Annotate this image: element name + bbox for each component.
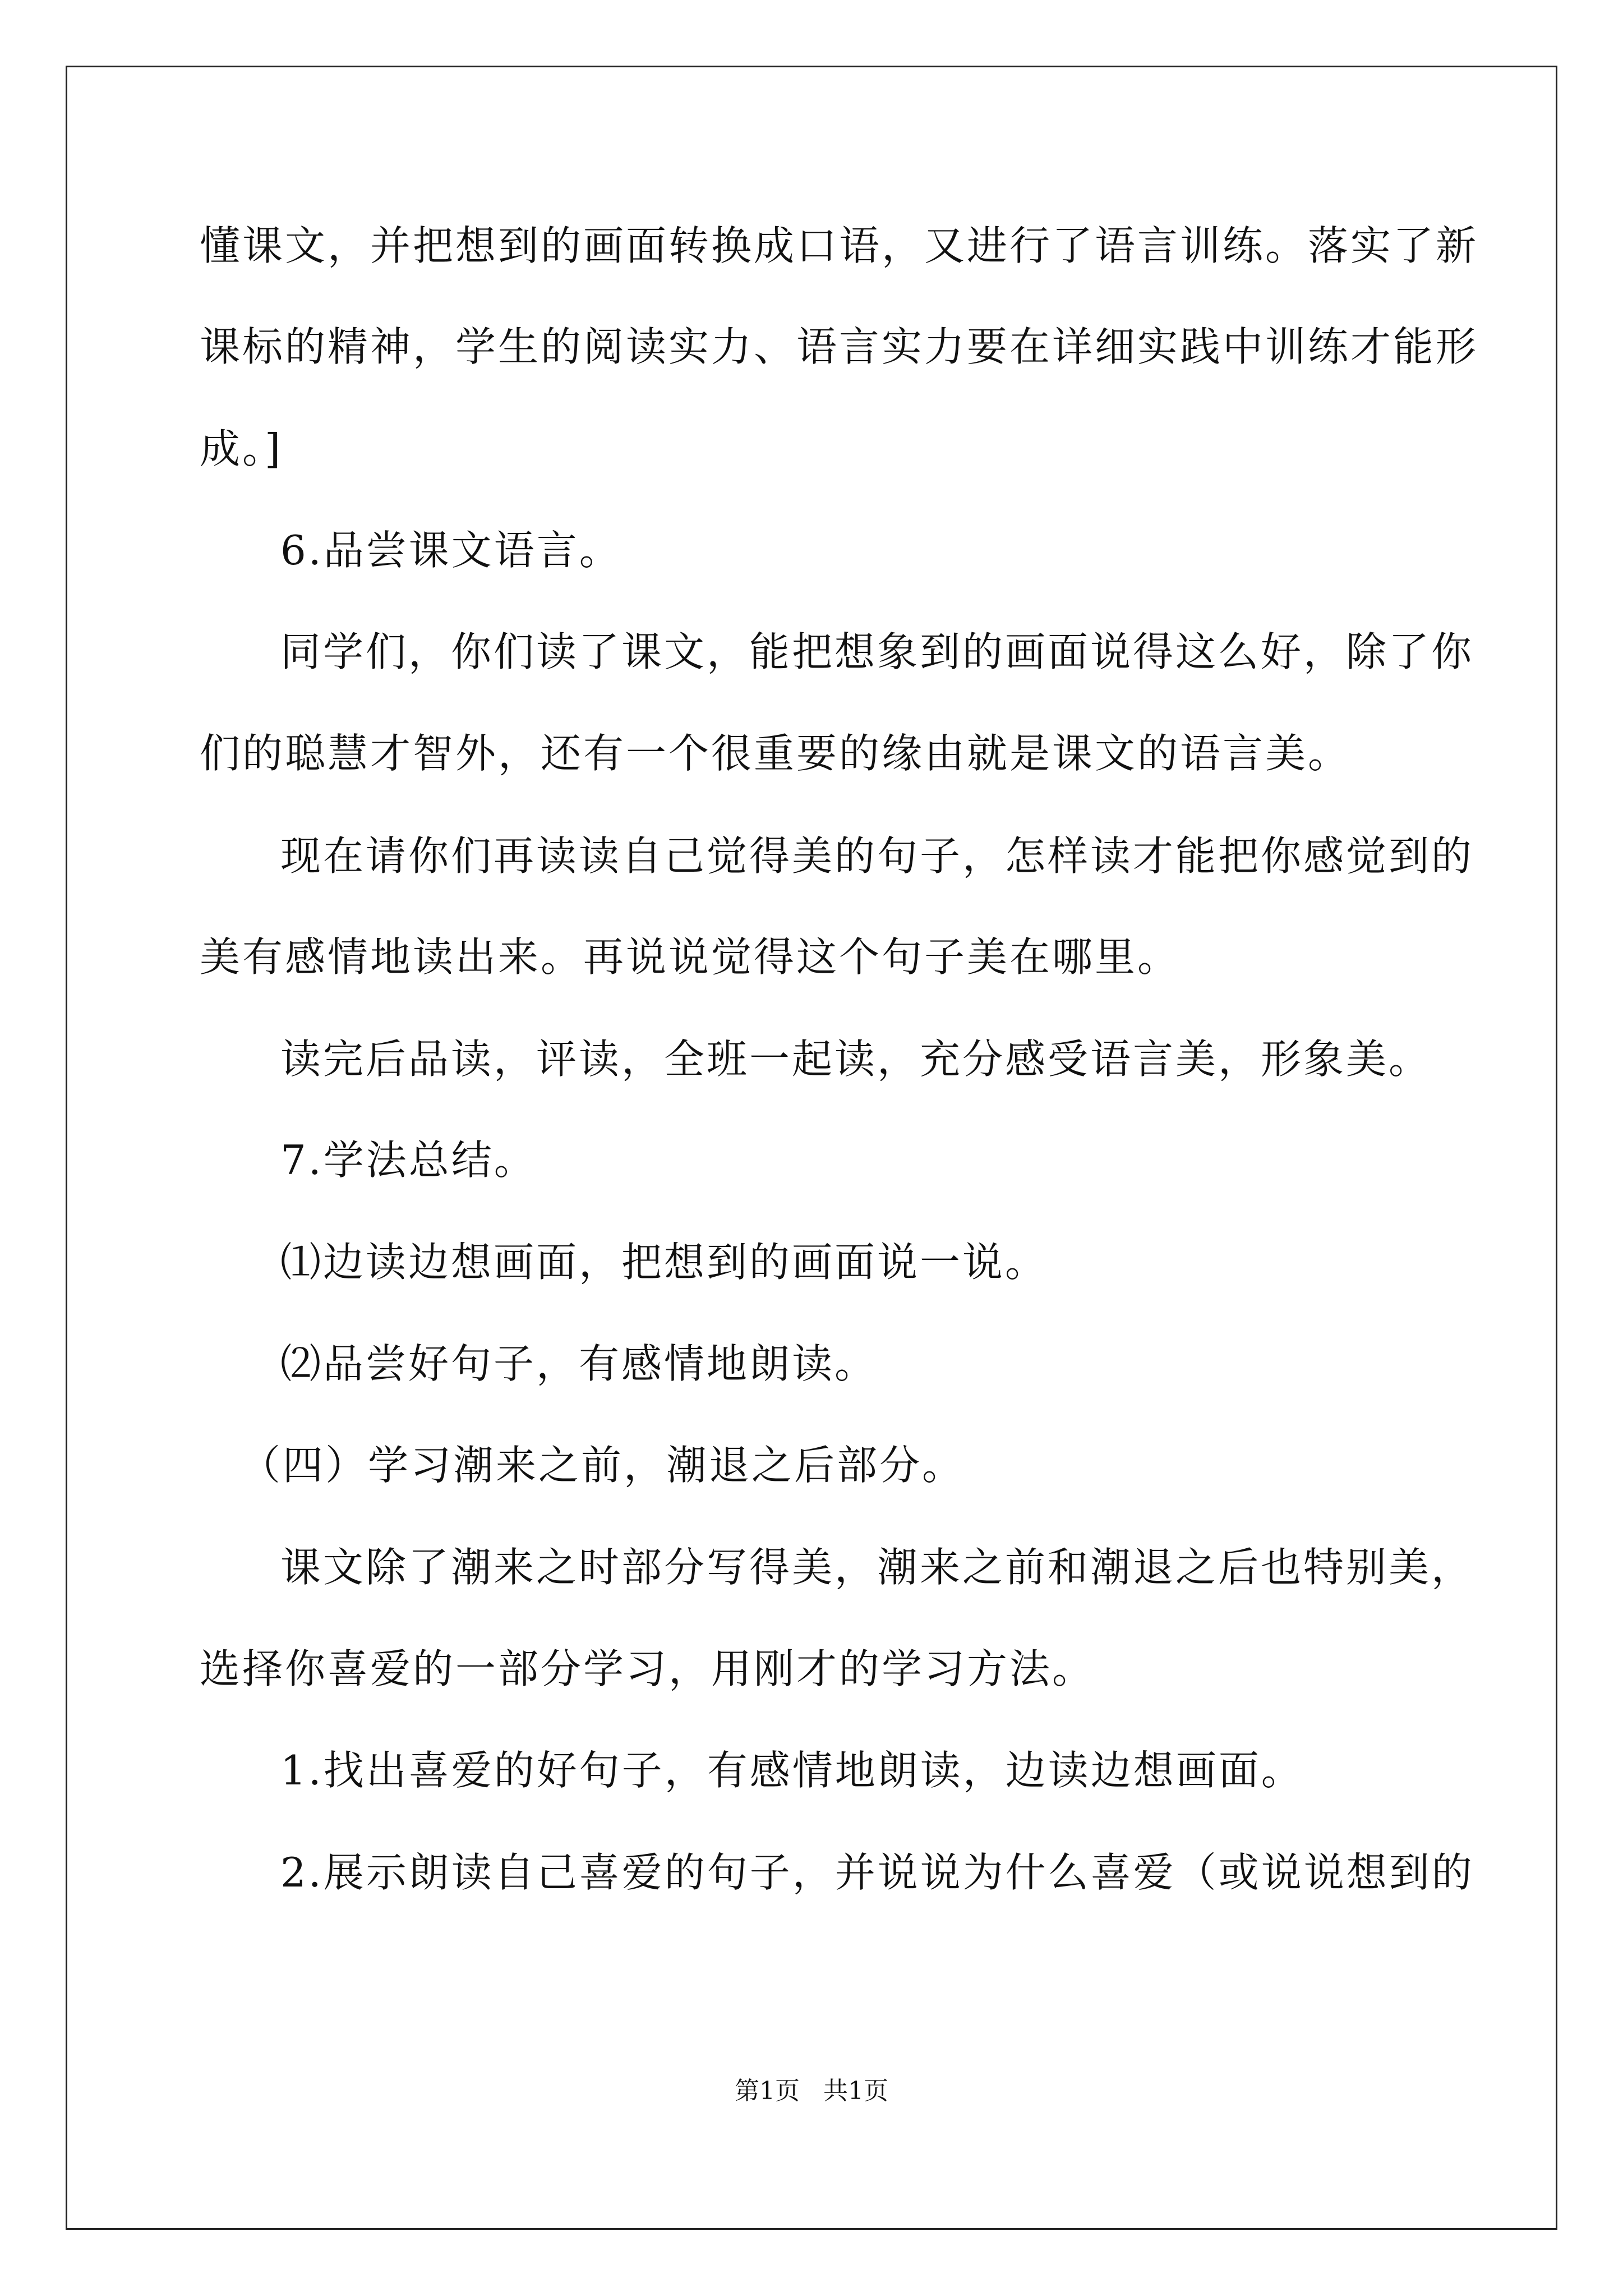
text-line-11: ⑴边读边想画面，把想到的画面说一说。 <box>280 1239 1048 1286</box>
text-line-4: 6.品尝课文语言。 <box>280 527 622 574</box>
text-line-8: 美有感情地读出来。再说说觉得这个句子美在哪里。 <box>200 933 1181 981</box>
text-line-9: 读完后品读，评读，全班一起读，充分感受语言美，形象美。 <box>280 1036 1432 1083</box>
text-line-14: 课文除了潮来之时部分写得美，潮来之前和潮退之后也特别美， <box>280 1544 1474 1591</box>
text-line-10: 7.学法总结。 <box>280 1137 537 1184</box>
text-line-6: 们的聪慧才智外，还有一个很重要的缘由就是课文的语言美。 <box>200 730 1351 777</box>
text-line-17: 2.展示朗读自己喜爱的句子，并说说为什么喜爱（或说说想到的 <box>280 1849 1474 1896</box>
text-line-16: 1.找出喜爱的好句子，有感情地朗读，边读边想画面。 <box>280 1747 1304 1794</box>
text-line-7: 现在请你们再读读自己觉得美的句子，怎样读才能把你感觉到的 <box>280 832 1474 880</box>
text-line-12: ⑵品尝好句子，有感情地朗读。 <box>280 1340 878 1387</box>
text-line-15: 选择你喜爱的一部分学习，用刚才的学习方法。 <box>200 1645 1095 1692</box>
page-footer: 第1页 共1页 <box>735 2077 888 2105</box>
text-line-13: （四）学习潮来之前，潮退之后部分。 <box>240 1442 965 1489</box>
text-line-1: 懂课文，并把想到的画面转换成口语，又进行了语言训练。落实了新 <box>200 222 1479 269</box>
text-line-2: 课标的精神，学生的阅读实力、语言实力要在详细实践中训练才能形 <box>200 323 1479 370</box>
text-line-3: 成。] <box>200 425 283 472</box>
text-line-5: 同学们，你们读了课文，能把想象到的画面说得这么好，除了你 <box>280 628 1474 675</box>
